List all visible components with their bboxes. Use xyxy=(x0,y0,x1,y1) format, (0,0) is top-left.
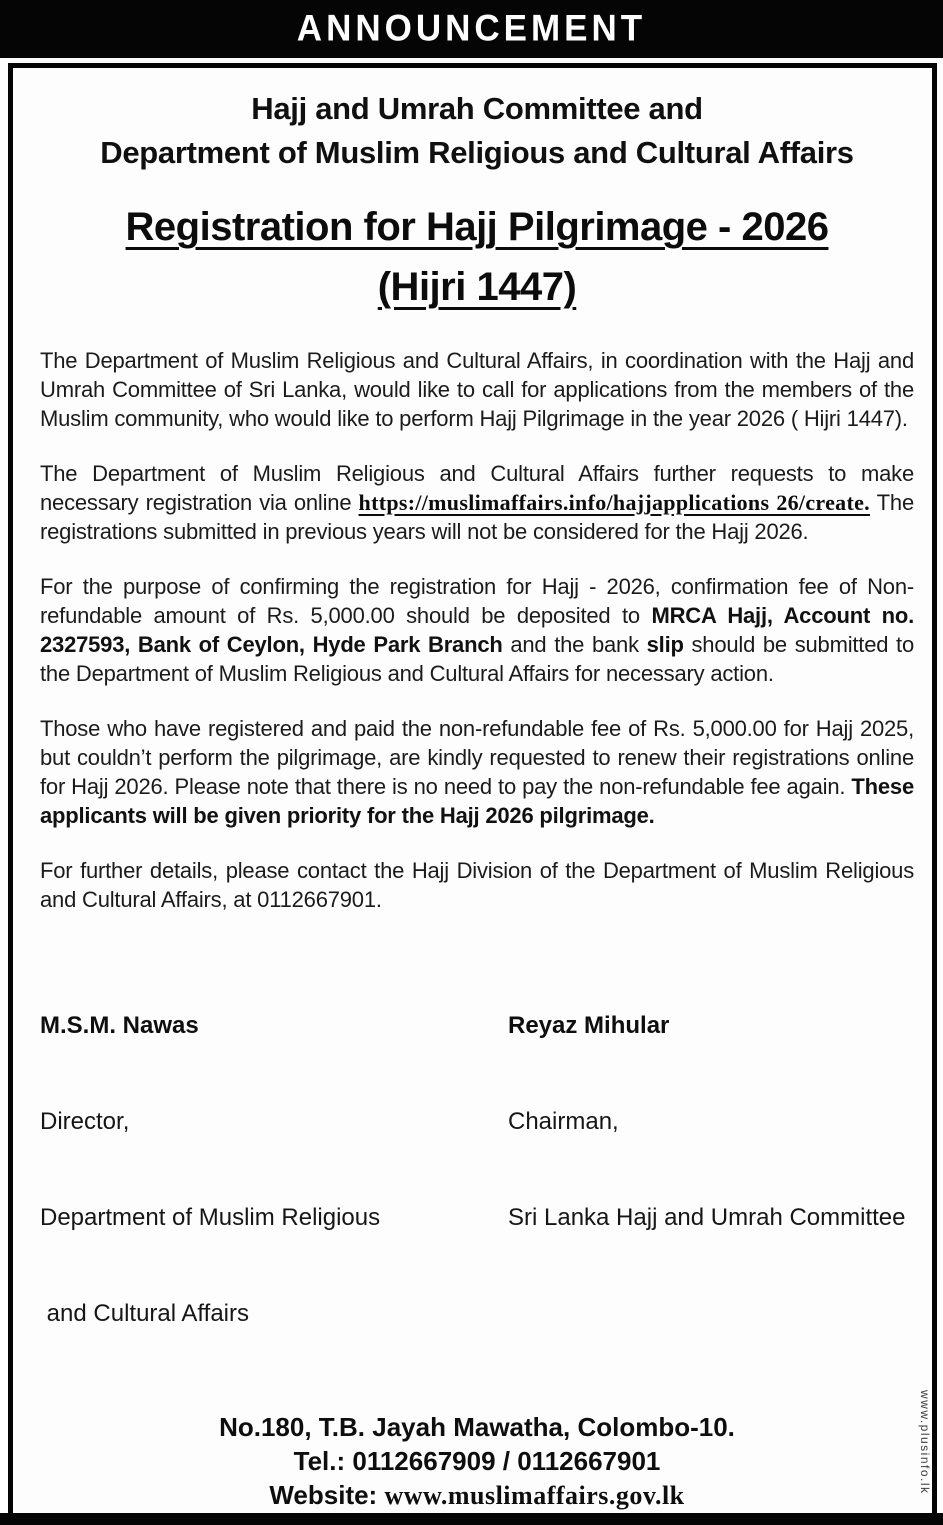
paragraph-text: slip xyxy=(646,632,684,657)
body-paragraph xyxy=(40,714,914,830)
signature-block xyxy=(40,946,914,1394)
paragraph-text: and the bank xyxy=(502,632,647,657)
footer-telephone: Tel.: 0112667909 / 0112667901 xyxy=(293,1446,661,1476)
organization-heading xyxy=(40,87,914,175)
signature-right xyxy=(508,946,914,1394)
footer-website-label: Website: xyxy=(269,1480,378,1510)
watermark-text: www.plusinfo.lk xyxy=(918,1390,932,1495)
paragraph-text: Those who have registered and paid the non-refundable fee of Rs. 5,000.00 for Hajj 2025, but couldn’t perform the pilgrimage, are kindly requested to renew their registrations online for Hajj 2026. Please note that there is no need to pay the non-refundable fee again. xyxy=(40,716,914,799)
signatory-name-director: M.S.M. Nawas xyxy=(40,1012,199,1039)
footer-address: No.180, T.B. Jayah Mawatha, Colombo-10. xyxy=(219,1412,735,1442)
signatory-org-director-1: Department of Muslim Religious xyxy=(40,1204,381,1231)
paragraph-text: For the purpose of confirming the registration for Hajj - 2026, confirmation fee of Non-refundable amount of Rs. 5,000.00 should be deposited to xyxy=(40,574,914,628)
body-paragraph xyxy=(40,459,914,546)
registration-url: https://muslimaffairs.info/hajjapplications 26/create. xyxy=(358,490,870,515)
signature-left xyxy=(40,946,508,1394)
signatory-org-director-2: and Cultural Affairs xyxy=(40,1300,250,1327)
signatory-name-chairman: Reyaz Mihular xyxy=(508,1012,670,1039)
footer-website-url: www.muslimaffairs.gov.lk xyxy=(384,1481,685,1510)
title-line-2: (Hijri 1447) xyxy=(377,265,577,309)
banner-title: ANNOUNCEMENT xyxy=(296,8,647,49)
paragraph-text: For further details, please contact the Hajj Division of the Department of Muslim Religious and Cultural Affairs, at 0112667901. xyxy=(40,858,914,912)
signatory-title-chairman: Chairman, xyxy=(508,1108,619,1135)
paragraph-text: The Department of Muslim Religious and Cultural Affairs, in coordination with the Hajj and Umrah Committee of Sri Lanka, would like to call for applications from the members of the Muslim community, who would like to perform Hajj Pilgrimage in the year 2026 ( Hijri 1447). xyxy=(40,348,914,431)
footer-website-line xyxy=(40,1478,914,1513)
organization-line-2: Department of Muslim Religious and Cultural Affairs xyxy=(100,135,854,170)
signatory-title-director: Director, xyxy=(40,1108,130,1135)
body-paragraph xyxy=(40,856,914,914)
signatory-org-chairman: Sri Lanka Hajj and Umrah Committee xyxy=(508,1204,906,1231)
body-paragraph xyxy=(40,346,914,433)
body-paragraph xyxy=(40,572,914,688)
paragraph-text: should be submitted to the Department of Muslim Religious and Cultural Affairs for necessary action. xyxy=(40,632,914,686)
paragraph-text: MRCA Hajj, Account no. 2327593, Bank of Ceylon, Hyde Park Branch xyxy=(40,603,914,657)
paragraph-text: The Department of Muslim Religious and Cultural Affairs further requests to make necessary registration via online xyxy=(40,461,914,515)
body-copy xyxy=(40,346,914,914)
content-box xyxy=(8,63,937,1513)
document-title xyxy=(40,202,914,312)
organization-line-1: Hajj and Umrah Committee and xyxy=(251,91,703,126)
title-line-1: Registration for Hajj Pilgrimage - 2026 xyxy=(125,205,829,249)
contact-footer xyxy=(40,1410,914,1513)
bottom-border-strip xyxy=(0,1513,943,1525)
paragraph-text: The registrations submitted in previous years will not be considered for the Hajj 2026. xyxy=(40,490,914,544)
announcement-banner xyxy=(0,0,943,58)
paragraph-text: These applicants will be given priority for the Hajj 2026 pilgrimage. xyxy=(40,774,914,828)
